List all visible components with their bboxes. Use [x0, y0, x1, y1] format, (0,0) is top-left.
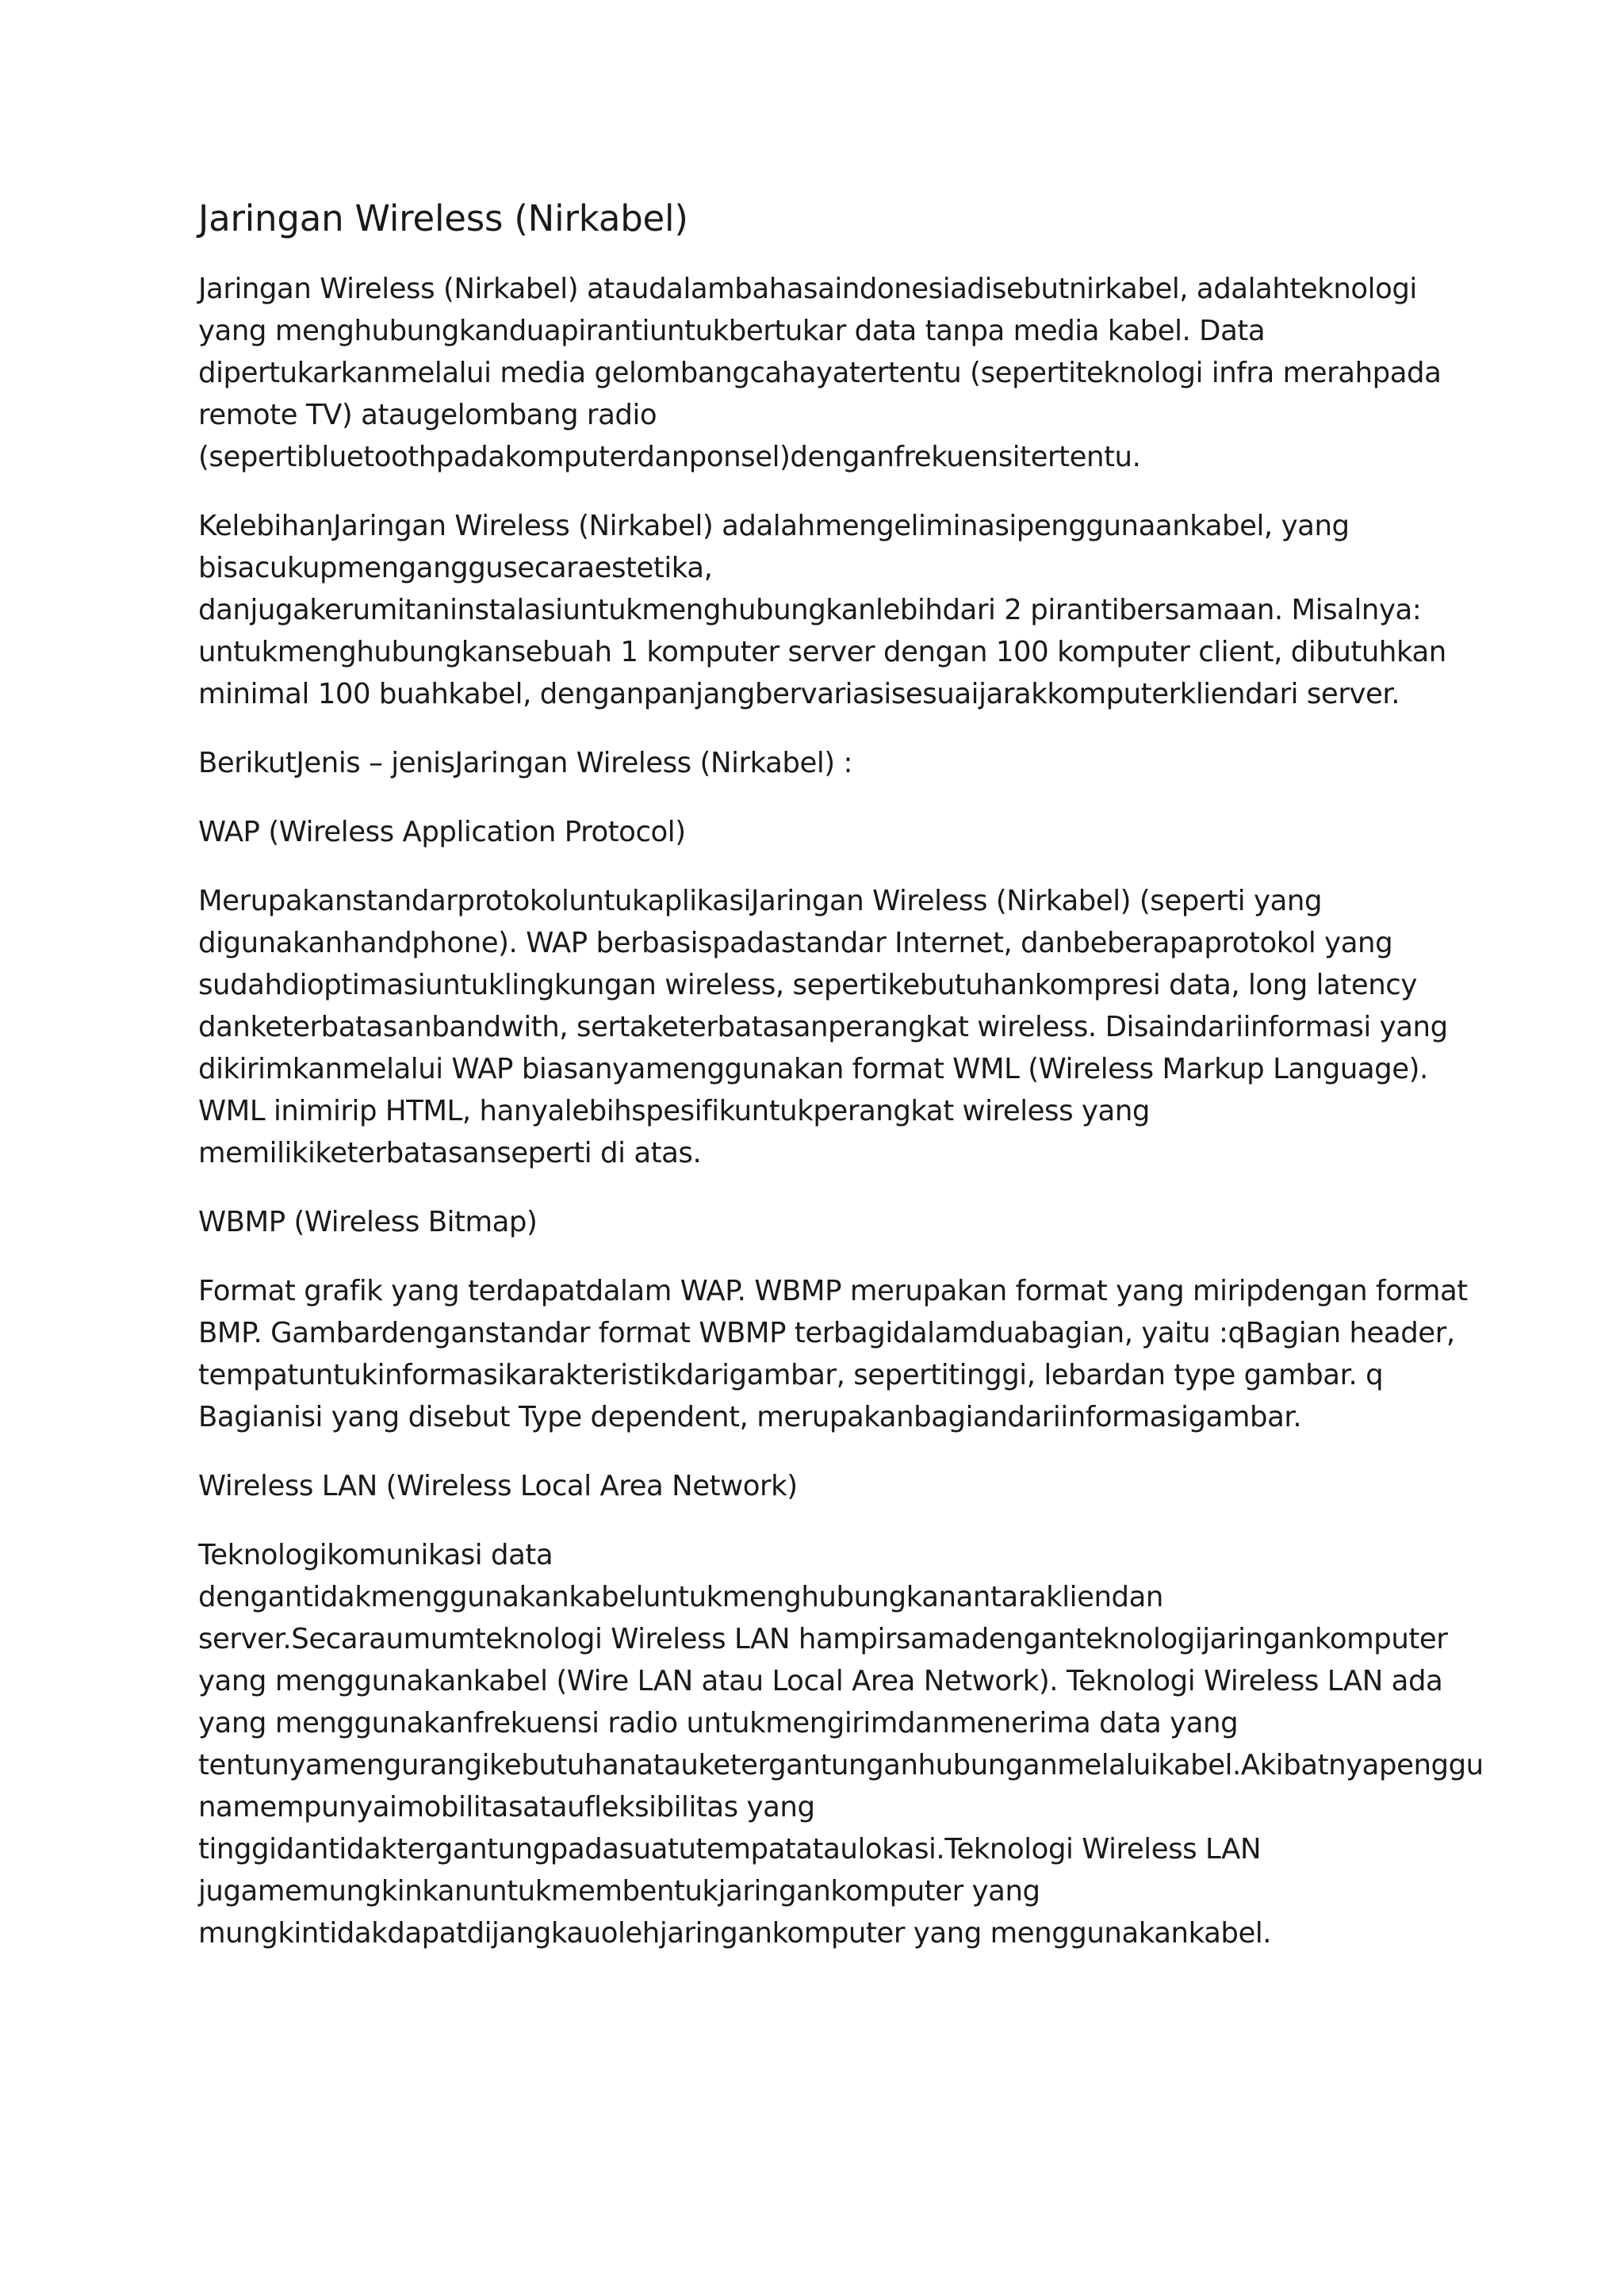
text-line: BMP. Gambardenganstandar format WBMP terbagidalamduabagian, yaitu :qBagian header, — [198, 1317, 1455, 1350]
text-line: Jaringan Wireless (Nirkabel) ataudalambahasaindonesiadisebutnirkabel, adalahteknologi — [198, 273, 1417, 306]
text-line: yang menghubungkanduapirantiuntukbertukar data tanpa media kabel. Data — [198, 315, 1266, 348]
text-line: sudahdioptimasiuntuklingkungan wireless, sepertikebutuhankompresi data, long latency — [198, 969, 1417, 1002]
text-line: remote TV) ataugelombang radio — [198, 399, 657, 432]
text-line: dengantidakmenggunakankabeluntukmenghubungkanantarakliendan — [198, 1581, 1163, 1614]
text-line: Format grafik yang terdapatdalam WAP. WBMP merupakan format yang miripdengan format — [198, 1275, 1468, 1308]
text-line: danjugakerumitaninstalasiuntukmenghubungkanlebihdari 2 pirantibersamaan. Misalnya: — [198, 594, 1422, 627]
text-line: namempunyaimobilitasataufleksibilitas yang — [198, 1791, 815, 1824]
wbmp-paragraph — [198, 1270, 1468, 1438]
advantages-paragraph — [198, 505, 1451, 715]
text-line: WML inimirip HTML, hanyalebihspesifikuntukperangkat wireless yang — [198, 1095, 1150, 1128]
intro-paragraph — [198, 268, 1451, 478]
text-line: bisacukupmenganggusecaraestetika, — [198, 552, 713, 585]
text-line: untukmenghubungkansebuah 1 komputer server dengan 100 komputer client, dibutuhkan — [198, 636, 1446, 669]
text-line: MerupakanstandarprotokoluntukaplikasiJaringan Wireless (Nirkabel) (seperti yang — [198, 885, 1323, 918]
text-line: Teknologikomunikasi data — [198, 1539, 553, 1572]
text-line: tinggidantidaktergantungpadasuatutempatataulokasi.Teknologi Wireless LAN — [198, 1833, 1262, 1866]
text-line: dipertukarkanmelalui media gelombangcahayatertentu (sepertiteknologi infra merahpada — [198, 357, 1442, 390]
section-heading-wap: WAP (Wireless Application Protocol) — [198, 816, 686, 849]
document-page — [198, 197, 1484, 1981]
text-line: danketerbatasanbandwith, sertaketerbatasanperangkat wireless. Disaindariinformasi yang — [198, 1011, 1448, 1044]
section-heading-wlan: Wireless LAN (Wireless Local Area Network) — [198, 1470, 798, 1503]
text-line: Bagianisi yang disebut Type dependent, merupakanbagiandariinformasigambar. — [198, 1401, 1302, 1434]
wap-paragraph — [198, 880, 1451, 1174]
text-line: yang menggunakanfrekuensi radio untukmengirimdanmenerima data yang — [198, 1707, 1239, 1740]
text-line: jugamemungkinkanuntukmembentukjaringankomputer yang — [198, 1875, 1040, 1908]
text-line: digunakanhandphone). WAP berbasispadastandar Internet, danbeberapaprotokol yang — [198, 927, 1393, 960]
text-line: KelebihanJaringan Wireless (Nirkabel) adalahmengeliminasipenggunaankabel, yang — [198, 510, 1350, 543]
text-line: tentunyamengurangikebutuhanatauketergantunganhubunganmelaluikabel.Akibatnyapenggu — [198, 1749, 1484, 1782]
wlan-paragraph — [198, 1534, 1484, 1954]
text-line: memilikiketerbatasanseperti di atas. — [198, 1137, 702, 1170]
text-line: dikirimkanmelalui WAP biasanyamenggunakan format WML (Wireless Markup Language). — [198, 1053, 1428, 1086]
text-line: (sepertibluetoothpadakomputerdanponsel)denganfrekuensitertentu. — [198, 441, 1141, 474]
types-intro: BerikutJenis – jenisJaringan Wireless (Nirkabel) : — [198, 747, 853, 780]
section-heading-wbmp: WBMP (Wireless Bitmap) — [198, 1206, 538, 1239]
text-line: minimal 100 buahkabel, denganpanjangbervariasisesuaijarakkomputerkliendari server. — [198, 678, 1400, 711]
text-line: mungkintidakdapatdijangkauolehjaringankomputer yang menggunakankabel. — [198, 1917, 1272, 1950]
text-line: yang menggunakankabel (Wire LAN atau Local Area Network). Teknologi Wireless LAN ada — [198, 1665, 1443, 1698]
text-line: server.Secaraumumteknologi Wireless LAN hampirsamadenganteknologijaringankomputer — [198, 1623, 1448, 1656]
document-title: Jaringan Wireless (Nirkabel) — [198, 197, 688, 239]
text-line: tempatuntukinformasikarakteristikdarigambar, sepertitinggi, lebardan type gambar. q — [198, 1359, 1384, 1392]
